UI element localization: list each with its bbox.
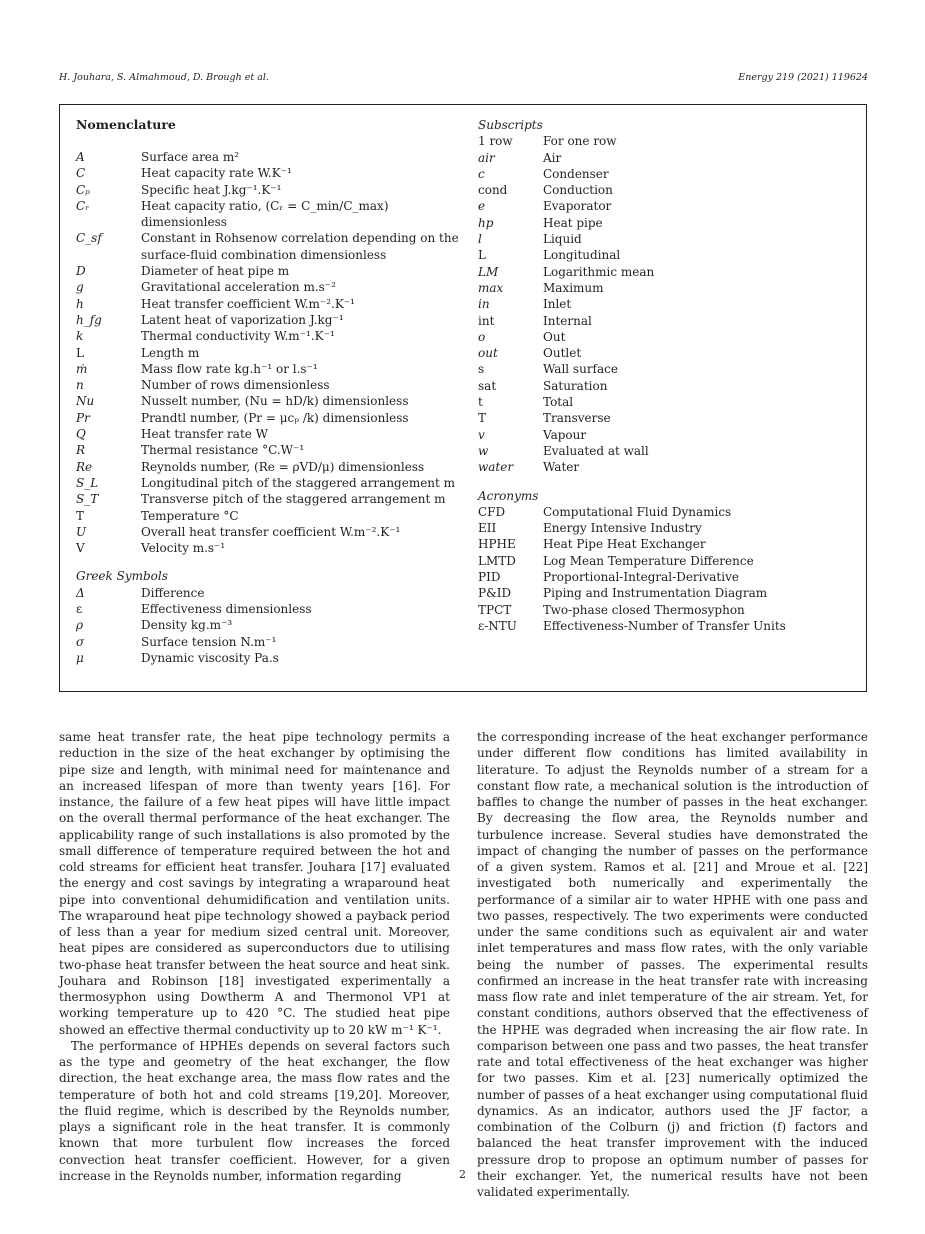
nomenclature-entry bbox=[478, 553, 858, 569]
nomenclature-entry bbox=[76, 491, 466, 507]
nomenclature-entry bbox=[76, 296, 466, 312]
entry-definition: Thermal resistance °C.W⁻¹ bbox=[141, 443, 305, 458]
entry-definition: Log Mean Temperature Difference bbox=[543, 553, 754, 568]
entry-definition: Out bbox=[543, 329, 566, 344]
entry-symbol: ṁ bbox=[76, 361, 88, 376]
nomenclature-entry bbox=[76, 393, 466, 409]
entry-definition: Proportional-Integral-Derivative bbox=[543, 570, 739, 585]
nomenclature-entry bbox=[76, 182, 466, 198]
nomenclature-entry bbox=[76, 361, 466, 377]
nomenclature-entry bbox=[76, 312, 466, 328]
nomenclature-entry bbox=[76, 585, 466, 601]
entry-definition: Logarithmic mean bbox=[543, 264, 655, 279]
entry-symbol: ρ bbox=[76, 618, 84, 633]
entry-symbol: C_sf bbox=[76, 231, 102, 246]
nomenclature-entry bbox=[76, 328, 466, 344]
entry-symbol: Re bbox=[76, 459, 93, 474]
entry-symbol: v bbox=[478, 427, 485, 442]
nomenclature-entry bbox=[478, 585, 858, 601]
nomenclature-entry bbox=[76, 426, 466, 442]
nomenclature-entry bbox=[76, 410, 466, 426]
nomenclature-entry bbox=[76, 524, 466, 540]
entry-symbol: EII bbox=[478, 521, 497, 536]
nomenclature-entry bbox=[76, 601, 466, 617]
entry-definition: For one row bbox=[543, 134, 617, 149]
entry-symbol: e bbox=[478, 199, 486, 214]
entry-definition: Energy Intensive Industry bbox=[543, 521, 702, 536]
entry-symbol: P&ID bbox=[478, 586, 512, 601]
entry-symbol: Δ bbox=[76, 585, 85, 600]
entry-symbol: hp bbox=[478, 215, 494, 230]
entry-definition: Heat capacity ratio, (Cᵣ = C_min/C_max) dimensionless bbox=[141, 198, 389, 230]
nomenclature-entry bbox=[76, 279, 466, 295]
entry-definition: Internal bbox=[543, 313, 592, 328]
entry-definition: Effectiveness dimensionless bbox=[141, 602, 312, 617]
entry-symbol: HPHE bbox=[478, 537, 516, 552]
nomenclature-entry bbox=[478, 459, 858, 475]
entry-definition: Gravitational acceleration m.s⁻² bbox=[141, 280, 336, 295]
running-header-journal: Energy 219 (2021) 119624 bbox=[738, 72, 868, 83]
entry-definition: Piping and Instrumentation Diagram bbox=[543, 586, 768, 601]
entry-symbol: LM bbox=[478, 264, 499, 279]
nomenclature-entry bbox=[478, 345, 858, 361]
nomenclature-entry bbox=[478, 536, 858, 552]
entry-symbol: V bbox=[76, 541, 85, 556]
entry-symbol: U bbox=[76, 524, 87, 539]
entry-definition: Surface tension N.m⁻¹ bbox=[141, 634, 277, 649]
nomenclature-entry bbox=[478, 198, 858, 214]
nomenclature-entry bbox=[478, 569, 858, 585]
entry-symbol: TPCT bbox=[478, 602, 512, 617]
greek-symbols-heading: Greek Symbols bbox=[76, 569, 168, 584]
nomenclature-box bbox=[59, 104, 867, 692]
entry-definition: Vapour bbox=[543, 427, 587, 442]
entry-symbol: PID bbox=[478, 570, 501, 585]
nomenclature-entry bbox=[76, 475, 466, 491]
nomenclature-title: Nomenclature bbox=[76, 117, 176, 132]
nomenclature-entry bbox=[76, 617, 466, 633]
entry-definition: Nusselt number, (Nu = hD/k) dimensionless bbox=[141, 394, 409, 409]
nomenclature-entry bbox=[478, 150, 858, 166]
entry-symbol: 1 row bbox=[478, 134, 513, 149]
nomenclature-entry bbox=[76, 650, 466, 666]
entry-definition: Outlet bbox=[543, 346, 582, 361]
entry-symbol: o bbox=[478, 329, 486, 344]
nomenclature-entry bbox=[478, 427, 858, 443]
nomenclature-entry bbox=[478, 443, 858, 459]
body-right-column bbox=[477, 729, 868, 1200]
acronyms-list bbox=[478, 504, 858, 634]
entry-definition: Condenser bbox=[543, 166, 609, 181]
greek-symbols-list bbox=[76, 585, 466, 666]
entry-definition: Wall surface bbox=[543, 362, 618, 377]
nomenclature-entry bbox=[76, 230, 466, 263]
nomenclature-entry bbox=[478, 215, 858, 231]
entry-definition: Surface area m² bbox=[141, 150, 240, 164]
entry-definition: Length m bbox=[141, 345, 200, 360]
nomenclature-entry bbox=[76, 540, 466, 556]
entry-symbol: air bbox=[478, 150, 495, 165]
entry-definition: Water bbox=[543, 460, 580, 475]
nomenclature-entry bbox=[76, 149, 466, 165]
entry-definition: Total bbox=[543, 395, 574, 410]
entry-symbol: ε-NTU bbox=[478, 618, 517, 633]
nomenclature-entry bbox=[478, 361, 858, 377]
entry-symbol: ε bbox=[76, 602, 83, 617]
nomenclature-entry bbox=[478, 329, 858, 345]
entry-symbol: in bbox=[478, 297, 490, 312]
entry-symbol: S_L bbox=[76, 475, 99, 490]
entry-symbol: μ bbox=[76, 650, 84, 665]
entry-symbol: C bbox=[76, 166, 86, 181]
entry-symbol: max bbox=[478, 280, 504, 295]
nomenclature-entry bbox=[76, 198, 466, 231]
entry-symbol: T bbox=[76, 508, 85, 523]
entry-definition: Heat pipe bbox=[543, 215, 603, 230]
entry-symbol: l bbox=[478, 232, 482, 247]
entry-symbol: s bbox=[478, 362, 485, 377]
nomenclature-entry bbox=[478, 394, 858, 410]
entry-definition: Diameter of heat pipe m bbox=[141, 264, 290, 279]
running-header-authors: H. Jouhara, S. Almahmoud, D. Brough et al. bbox=[59, 72, 269, 83]
entry-symbol: c bbox=[478, 166, 485, 181]
entry-symbol: LMTD bbox=[478, 553, 516, 568]
entry-definition: Mass flow rate kg.h⁻¹ or l.s⁻¹ bbox=[141, 361, 318, 376]
entry-definition: Inlet bbox=[543, 297, 572, 312]
nomenclature-entry bbox=[76, 165, 466, 181]
nomenclature-left-column bbox=[76, 117, 466, 666]
entry-symbol: Nu bbox=[76, 394, 95, 409]
entry-definition: Effectiveness-Number of Transfer Units bbox=[543, 618, 786, 633]
entry-definition: Saturation bbox=[543, 378, 608, 393]
nomenclature-right-column bbox=[478, 117, 858, 634]
body-left-column bbox=[59, 729, 450, 1184]
entry-definition: Evaporator bbox=[543, 199, 612, 214]
entry-definition: Temperature °C bbox=[141, 508, 239, 523]
entry-symbol: S_T bbox=[76, 492, 99, 507]
entry-definition: Latent heat of vaporization J.kg⁻¹ bbox=[141, 312, 344, 327]
nomenclature-entry bbox=[76, 634, 466, 650]
entry-definition: Longitudinal pitch of the staggered arrangement m bbox=[141, 475, 456, 490]
entry-definition: Liquid bbox=[543, 232, 582, 247]
entry-definition: Velocity m.s⁻¹ bbox=[141, 541, 226, 556]
entry-definition: Air bbox=[543, 150, 562, 165]
body-paragraph: same heat transfer rate, the heat pipe technology permits a reduction in the size of the heat exchanger by optimising the pipe size and length, with minimal need for maintenance and an increased lifespan of more than twenty years [16]. For instance, the failure of a few heat pipes will have little impact on the overall thermal performance of the heat exchanger. The applicability range of such installations is also promoted by the small difference of temperature required between the hot and cold streams for efficient heat transfer. Jouhara [17] evaluated the energy and cost savings by integrating a wraparound heat pipe into conventional dehumidification and ventilation units. The wraparound heat pipe technology showed a payback period of less than a year for medium sized central unit. Moreover, heat pipes are considered as superconductors due to utilising two-phase heat transfer between the heat source and heat sink. Jouhara and Robinson [18] investigated experimentally a thermosyphon using Dowtherm A and Thermonol VP1 at working temperature up to 420 °C. The studied heat pipe showed an effective thermal conductivity up to 20 kW m⁻¹ K⁻¹. bbox=[59, 730, 450, 1037]
entry-definition: Conduction bbox=[543, 183, 613, 198]
entry-symbol: Q bbox=[76, 427, 86, 442]
entry-definition: Prandtl number, (Pr = μcₚ /k) dimensionless bbox=[141, 410, 409, 425]
nomenclature-entry bbox=[478, 618, 858, 634]
body-paragraph: The performance of HPHEs depends on several factors such as the type and geometry of the heat exchanger, the flow direction, the heat exchange area, the mass flow rates and the temperature of both hot and cold streams [19,20]. Moreover, the fluid regime, which is described by the Reynolds number, plays a significant role in the heat transfer. It is commonly known that more turbulent flow increases the forced convection heat transfer coefficient. However, for a given increase in the Reynolds number, information regarding bbox=[59, 1038, 450, 1183]
nomenclature-entry bbox=[76, 263, 466, 279]
entry-definition: Dynamic viscosity Pa.s bbox=[141, 650, 279, 665]
entry-definition: Constant in Rohsenow correlation depending on the surface-fluid combination dimensionless bbox=[141, 231, 459, 262]
page-number: 2 bbox=[459, 1168, 466, 1181]
nomenclature-entry bbox=[478, 133, 858, 149]
nomenclature-entry bbox=[478, 280, 858, 296]
nomenclature-entry bbox=[76, 508, 466, 524]
entry-symbol: Pr bbox=[76, 410, 90, 425]
entry-symbol: sat bbox=[478, 378, 497, 393]
entry-symbol: k bbox=[76, 329, 84, 344]
entry-symbol: D bbox=[76, 264, 86, 279]
entry-definition: Longitudinal bbox=[543, 248, 621, 263]
entry-definition: Evaluated at wall bbox=[543, 443, 649, 458]
nomenclature-entry bbox=[478, 313, 858, 329]
entry-definition: Number of rows dimensionless bbox=[141, 378, 330, 393]
acronyms-heading: Acronyms bbox=[478, 488, 539, 503]
subscripts-heading: Subscripts bbox=[478, 118, 543, 132]
entry-symbol: w bbox=[478, 443, 489, 458]
nomenclature-entry bbox=[478, 504, 858, 520]
entry-definition: Maximum bbox=[543, 280, 604, 295]
entry-definition: Heat Pipe Heat Exchanger bbox=[543, 537, 706, 552]
entry-definition: Heat transfer rate W bbox=[141, 427, 269, 442]
entry-definition: Transverse pitch of the staggered arrangement m bbox=[141, 492, 446, 507]
entry-symbol: cond bbox=[478, 183, 508, 198]
nomenclature-entry bbox=[76, 345, 466, 361]
symbols-list bbox=[76, 149, 466, 556]
subscripts-list bbox=[478, 133, 858, 475]
entry-definition: Overall heat transfer coefficient W.m⁻².K⁻¹ bbox=[141, 524, 401, 539]
nomenclature-entry bbox=[76, 377, 466, 393]
entry-definition: Transverse bbox=[543, 411, 611, 426]
nomenclature-entry bbox=[478, 520, 858, 536]
entry-symbol: g bbox=[76, 280, 84, 295]
nomenclature-entry bbox=[478, 296, 858, 312]
entry-definition: Density kg.m⁻³ bbox=[141, 618, 233, 633]
entry-definition: Two-phase closed Thermosyphon bbox=[543, 602, 745, 617]
nomenclature-entry bbox=[478, 247, 858, 263]
entry-symbol: water bbox=[478, 460, 514, 475]
entry-symbol: Cₚ bbox=[76, 182, 90, 197]
entry-symbol: L bbox=[76, 345, 84, 360]
entry-symbol: Cᵣ bbox=[76, 198, 90, 213]
entry-symbol: A bbox=[76, 150, 85, 164]
entry-symbol: R bbox=[76, 443, 86, 458]
entry-symbol: out bbox=[478, 346, 498, 361]
entry-definition: Heat capacity rate W.K⁻¹ bbox=[141, 166, 292, 181]
nomenclature-entry bbox=[478, 231, 858, 247]
entry-symbol: h bbox=[76, 296, 84, 311]
entry-definition: Difference bbox=[141, 585, 205, 600]
entry-definition: Reynolds number, (Re = ρVD/μ) dimensionless bbox=[141, 459, 425, 474]
entry-definition: Heat transfer coefficient W.m⁻².K⁻¹ bbox=[141, 296, 355, 311]
nomenclature-entry bbox=[478, 264, 858, 280]
body-paragraph: the corresponding increase of the heat exchanger performance under different flow conditions has limited availability in literature. To adjust the Reynolds number of a stream for a constant flow rate, a mechanical solution is the introduction of baffles to change the number of passes in the heat exchanger. By decreasing the flow area, the Reynolds number and turbulence increase. Several studies have demonstrated the impact of changing the number of passes on the performance of a given system. Ramos et al. [21] and Mroue et al. [22] investigated both numerically and experimentally the performance of a similar air to water HPHE with one pass and two passes, respectively. The two experiments were conducted under the same conditions such as equivalent air and water inlet temperatures and mass flow rates, with the only variable being the number of passes. The experimental results confirmed an increase in the heat transfer rate with increasing mass flow rate and inlet temperature of the air stream. Yet, for constant conditions, authors observed that the effectiveness of the HPHE was degraded when increasing the air flow rate. In comparison between one pass and two passes, the heat transfer rate and total effectiveness of the heat exchanger was higher for two passes. Kim et al. [23] numerically optimized the number of passes of a heat exchanger using computational fluid dynamics. As an indicator, authors used the JF factor, a combination of the Colburn (j) and friction (f) factors and balanced the heat transfer improvement with the induced pressure drop to propose an optimum number of passes for their exchanger. Yet, the numerical results have not been validated experimentally. bbox=[477, 730, 868, 1199]
entry-symbol: CFD bbox=[478, 504, 506, 519]
entry-symbol: T bbox=[478, 411, 487, 426]
nomenclature-entry bbox=[478, 166, 858, 182]
nomenclature-entry bbox=[478, 182, 858, 198]
entry-symbol: t bbox=[478, 395, 483, 410]
entry-symbol: n bbox=[76, 378, 84, 393]
entry-symbol: σ bbox=[76, 634, 85, 649]
entry-definition: Computational Fluid Dynamics bbox=[543, 504, 732, 519]
nomenclature-entry bbox=[478, 410, 858, 426]
nomenclature-entry bbox=[76, 442, 466, 458]
entry-definition: Specific heat J.kg⁻¹.K⁻¹ bbox=[141, 182, 282, 197]
entry-symbol: L bbox=[478, 248, 486, 263]
nomenclature-entry bbox=[478, 378, 858, 394]
nomenclature-entry bbox=[76, 459, 466, 475]
entry-symbol: h_fg bbox=[76, 312, 102, 327]
nomenclature-entry bbox=[478, 602, 858, 618]
entry-symbol: int bbox=[478, 313, 495, 328]
entry-definition: Thermal conductivity W.m⁻¹.K⁻¹ bbox=[141, 329, 335, 344]
